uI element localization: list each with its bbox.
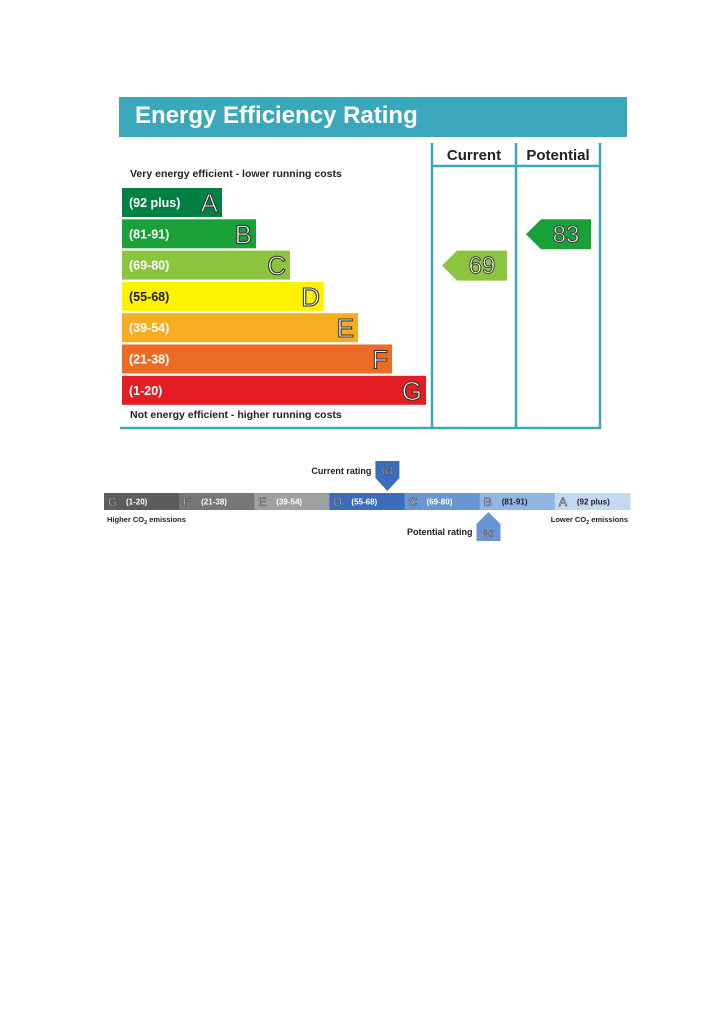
higher-co2-note: Higher $CO_2$ emissions	[107, 515, 186, 526]
band-range-c: (69-80)	[129, 258, 170, 273]
co2-band-range-c: (69-80)	[426, 497, 453, 507]
band-letter-a: A	[200, 188, 218, 218]
lower-co2-note: Lower $CO_2$ emissions	[550, 515, 628, 526]
co2-band-range-g: (1-20)	[126, 497, 148, 507]
top-note: Very energy efficient - lower running costs	[130, 168, 342, 180]
co2-potential-label: Potential rating	[406, 527, 473, 537]
co2-current-marker	[375, 461, 399, 491]
co2-potential-value: 80	[482, 529, 495, 540]
band-range-f: (21-38)	[129, 352, 170, 367]
eer-title: Energy Efficiency Rating	[135, 102, 418, 129]
co2-band-range-e: (39-54)	[276, 497, 303, 507]
band-range-d: (55-68)	[129, 289, 170, 304]
co2-band-letter-d: D	[333, 495, 343, 509]
band-letter-c: C	[267, 250, 286, 281]
band-letter-g: G	[401, 375, 422, 406]
band-range-a: (92 plus)	[129, 196, 181, 210]
co2-potential-marker	[476, 512, 500, 541]
co2-band-range-a: (92 plus)	[576, 497, 610, 507]
band-range-b: (81-91)	[129, 227, 170, 242]
co2-current-value: 63	[381, 466, 393, 477]
band-range-g: (1-20)	[129, 383, 163, 398]
co2-band-letter-c: C	[408, 495, 418, 509]
co2-band-letter-g: G	[108, 495, 118, 509]
band-letter-d: D	[301, 281, 320, 312]
band-letter-f: F	[372, 344, 388, 375]
co2-band-range-b: (81-91)	[501, 497, 528, 507]
co2-band-letter-a: A	[558, 495, 567, 509]
band-letter-b: B	[234, 219, 252, 250]
co2-band-range-d: (55-68)	[351, 497, 378, 507]
band-range-e: (39-54)	[129, 321, 170, 336]
co2-band-letter-f: F	[183, 495, 191, 509]
co2-band-range-f: (21-38)	[201, 497, 227, 507]
current-rating-value: 69	[468, 252, 496, 280]
column-potential-header: Potential	[526, 147, 590, 164]
bottom-note: Not energy efficient - higher running costs	[130, 409, 342, 421]
band-letter-e: E	[336, 313, 354, 344]
co2-band-letter-e: E	[258, 495, 267, 509]
potential-rating-value: 83	[552, 221, 580, 249]
co2-current-label: Current rating	[311, 466, 372, 476]
co2-band-letter-b: B	[483, 495, 492, 509]
column-current-header: Current	[446, 147, 502, 164]
